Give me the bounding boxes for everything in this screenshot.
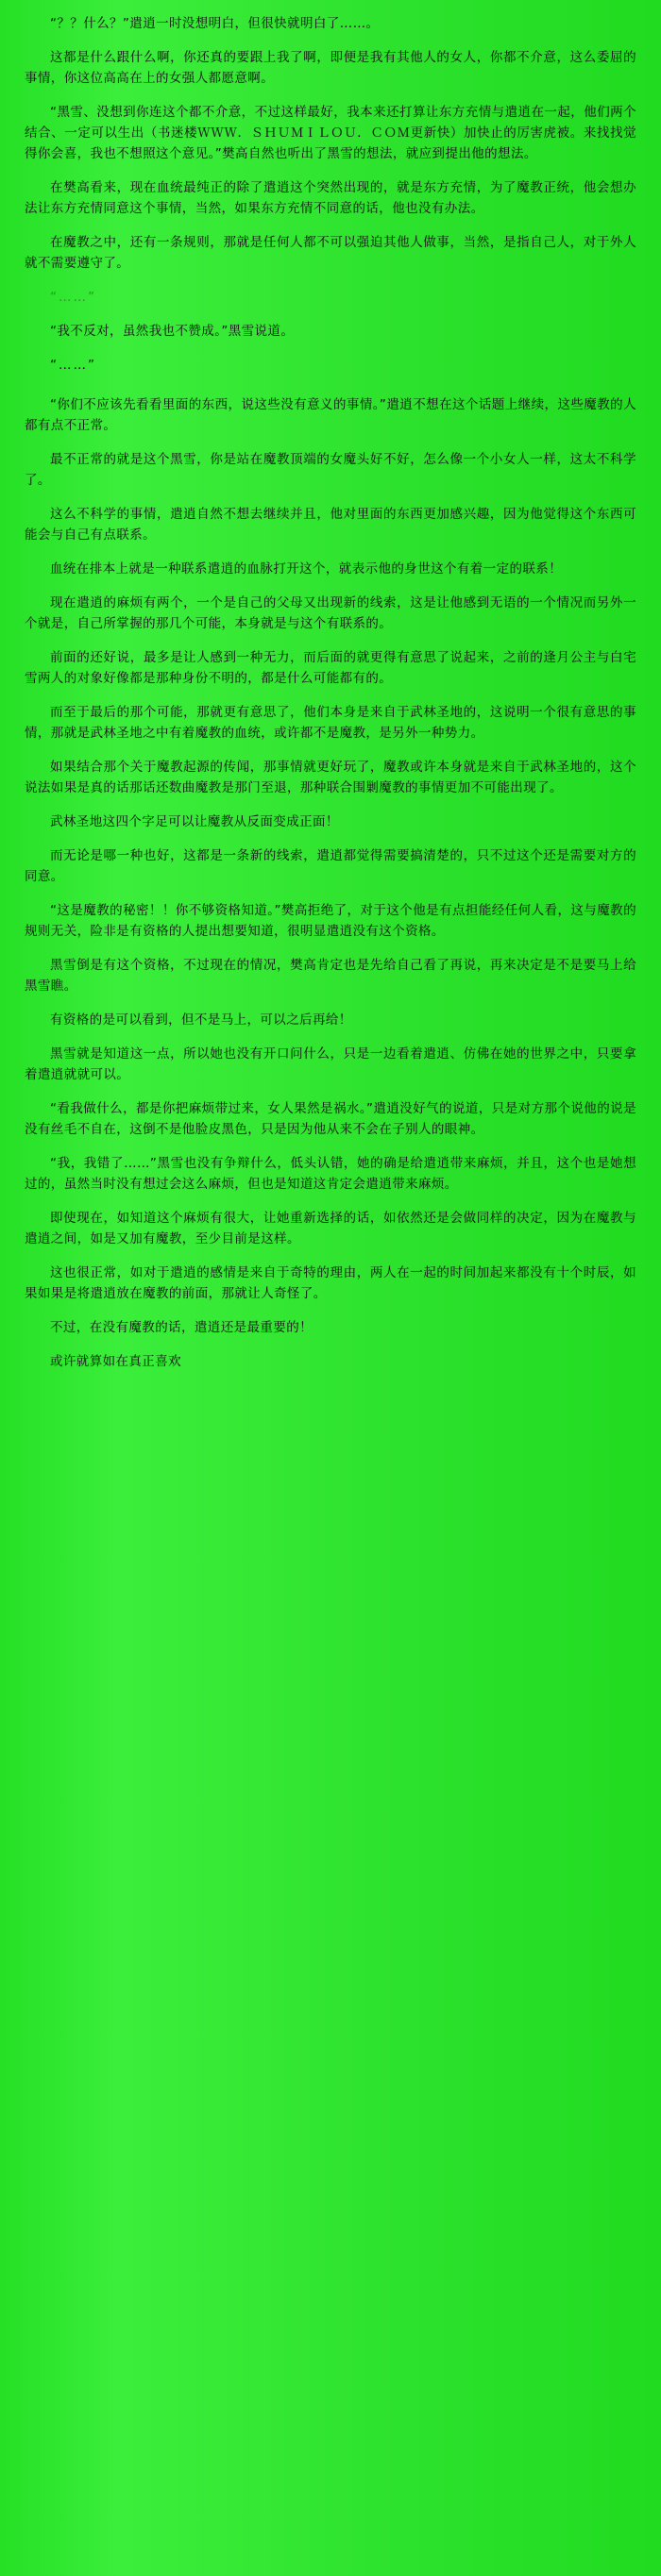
- paragraph: 而至于最后的那个可能，那就更有意思了，他们本身是来自于武林圣地的，这说明一个很有意思的事情，那就是武林圣地之中有着魔教的血统，或许都不是魔教，是另外一种势力。: [25, 705, 636, 741]
- paragraph: 在樊高看来，现在血统最纯正的除了遣逍这个突然出现的，就是东方充情，为了魔教正统，他会想办法让东方充情同意这个事情，当然，如果东方充情不同意的话，他也没有办法。: [25, 180, 636, 216]
- paragraph: 血统在排本上就是一种联系遣逍的血脉打开这个，就表示他的身世这个有着一定的联系！: [50, 561, 563, 577]
- paragraph: 这么不科学的事情，遣逍自然不想去继续并且，他对里面的东西更加感兴趣，因为他觉得这个东西可能会与自己有点联系。: [25, 507, 636, 543]
- paragraph-ellipsis: “……”: [50, 358, 96, 373]
- paragraph: “看我做什么，都是你把麻烦带过来，女人果然是祸水。”遣逍没好气的说道，只是对方那个说他的说是没有丝毛不自在，这倒不是他脸皮黑色，只是因为他从来不会在子别人的眼神。: [25, 1101, 636, 1137]
- paragraph: 如果结合那个关于魔教起源的传闻，那事情就更好玩了，魔教或许本身就是来自于武林圣地的，这个说法如果是真的话那话还数曲魔教是那门至退，那种联合围剿魔教的事情更加不可能出现了。: [25, 760, 636, 795]
- paragraph: “我不反对，虽然我也不赞成。”黑雪说道。: [50, 324, 295, 339]
- paragraph: “你们不应该先看看里面的东西，说这些没有意义的事情。”遣逍不想在这个话题上继续，这些魔教的人都有点不正常。: [25, 397, 636, 433]
- paragraph: 黑雪就是知道这一点，所以她也没有开口问什么，只是一边看着遣逍、仿佛在她的世界之中，只要拿着遣逍就就可以。: [25, 1046, 636, 1082]
- paragraph: 或许就算如在真正喜欢: [50, 1354, 181, 1369]
- paragraph: 这都是什么跟什么啊，你还真的要跟上我了啊，即便是我有其他人的女人，你都不介意，这么委屈的事情，你这位高高在上的女强人都愿意啊。: [25, 50, 636, 86]
- paragraph: 不过，在没有魔教的话，遣逍还是最重要的！: [50, 1320, 313, 1335]
- paragraph: “？？什么？”遣逍一时没想明白，但很快就明白了……。: [50, 16, 380, 31]
- paragraph: 在魔教之中，还有一条规则，那就是任何人都不可以强迫其他人做事，当然，是指自己人，对于外人就不需要遵守了。: [25, 235, 636, 271]
- paragraph: “我，我错了……”黑雪也没有争辩什么，低头认错，她的确是给遣逍带来麻烦，并且，这个也是她想过的，虽然当时没有想过会这么麻烦，但也是知道这肯定会遣逍带来麻烦。: [25, 1156, 636, 1192]
- paragraph: 武林圣地这四个字足可以让魔教从反面变成正面！: [50, 814, 339, 829]
- paragraph: “黑雪、没想到你连这个都不介意，不过这样最好，我本来还打算让东方充情与遣逍在一起，他们两个结合、一定可以生出（书迷楼ＷＷＷ．ＳＨＵＭＩＬＯＵ．ＣＯＭ更新快）加快止的厉害虎被。来找找觉得你会喜，我也不想照这个意见。”樊高自然也听出了黑雪的想法，就应到提出他的想法。: [25, 105, 636, 161]
- paragraph: 现在遣逍的麻烦有两个，一个是自己的父母又出现新的线索，这是让他感到无语的一个情况而另外一个就是，自己所掌握的那几个可能，本身就是与这个有联系的。: [25, 595, 636, 631]
- paragraph: 即使现在，如知道这个麻烦有很大，让她重新选择的话，如依然还是会做同样的决定，因为在魔教与遣逍之间，如是又加有魔教，至少目前是这样。: [25, 1211, 636, 1246]
- paragraph: 最不正常的就是这个黑雪，你是站在魔教顶端的女魔头好不好，怎么像一个小女人一样，这太不科学了。: [25, 452, 636, 488]
- paragraph: 黑雪倒是有这个资格，不过现在的情况，樊高肯定也是先给自己看了再说，再来决定是不是要马上给黑雪瞧。: [25, 958, 636, 994]
- paragraph: 有资格的是可以看到，但不是马上，可以之后再给！: [50, 1012, 352, 1028]
- paragraph-ellipsis: “……”: [50, 290, 96, 305]
- paragraph: 而无论是哪一种也好，这都是一条新的线索，遣逍都觉得需要搞清楚的，只不过这个还是需要对方的同意。: [25, 848, 636, 884]
- paragraph: 前面的还好说，最多是让人感到一种无力，而后面的就更得有意思了说起来，之前的逢月公主与白宅雪两人的对象好像都是那种身份不明的，都是什么可能都有的。: [25, 650, 636, 686]
- paragraph: 这也很正常，如对于遣逍的感情是来自于奇特的理由，两人在一起的时间加起来都没有十个时辰，如果如果是将遣逍放在魔教的前面，那就让人奇怪了。: [25, 1265, 636, 1301]
- paragraph: “这是魔教的秘密！！你不够资格知道。”樊高拒绝了，对于这个他是有点担能经任何人看，这与魔教的规则无关，险非是有资格的人提出想要知道，很明显遣逍没有这个资格。: [25, 903, 636, 939]
